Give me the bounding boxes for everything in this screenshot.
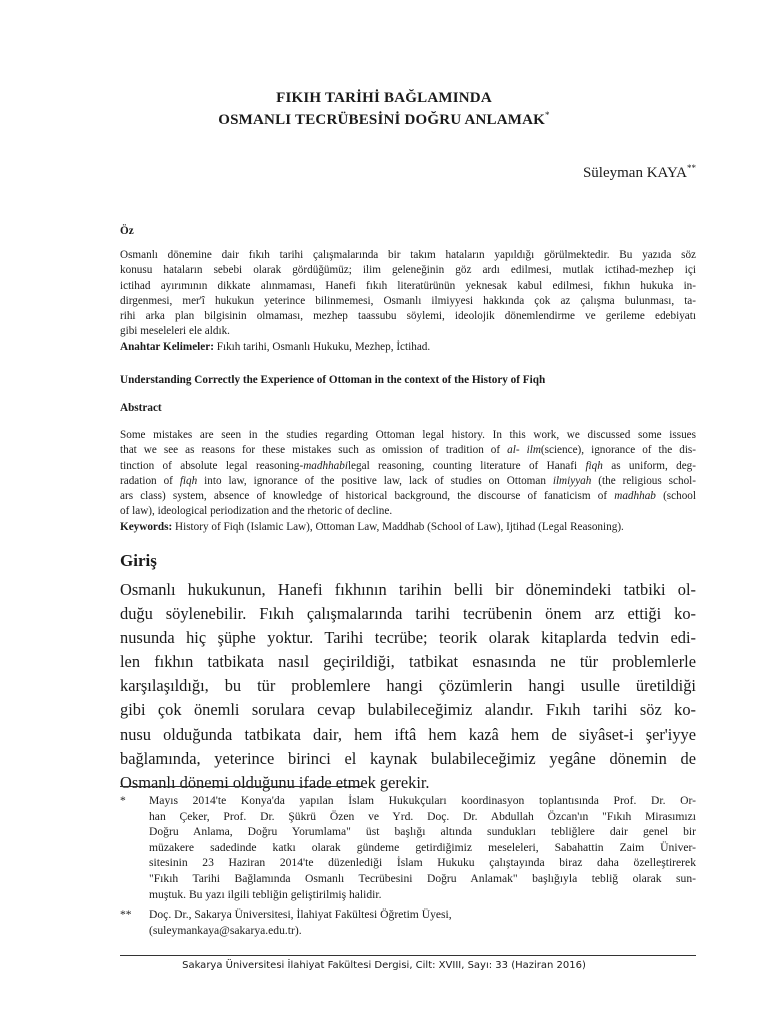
footnote-body xyxy=(149,793,696,902)
footnote-divider xyxy=(120,786,362,787)
abstract-line: Some mistakes are seen in the studies regarding Ottoman legal history. In this work, we discussed some issues xyxy=(120,429,696,441)
italic-term: al- ilm xyxy=(507,444,541,457)
article-title-line-1: FIKIH TARİHİ BAĞLAMINDA xyxy=(276,90,492,106)
footnote-line: muştuk. Bu yazı ilgili tebliğin geliştirilmiş halidir. xyxy=(149,887,382,901)
footnote-line: han Çeker, Prof. Dr. Şükrü Özen ve Yrd. Doç. Dr. Abdullah Özcan'ın "Fıkıh Mirasımızı xyxy=(149,809,696,823)
oz-heading: Öz xyxy=(120,225,134,237)
intro-line: Osmanlı hukukunun, Hanefi fıkhının tarihin belli bir dönemindeki tatbiki ol- xyxy=(120,580,696,599)
section-heading-giris: Giriş xyxy=(120,551,157,570)
italic-term: fiqh xyxy=(585,459,603,472)
intro-line: nusunda hiç şüphe yoktur. Tarihi tecrübe; teorik olarak kitaplarda tedvin edi- xyxy=(120,628,696,648)
footnote-line: sitesinin 23 Haziran 2014'te düzenlediği İslam Hukuku çalıştayında biraz daha özelleştirerek xyxy=(149,856,696,870)
english-title: Understanding Correctly the Experience of Ottoman in the context of the History of Fiqh xyxy=(120,374,546,386)
italic-term: ilmiyyah xyxy=(552,474,592,487)
footnote-line: (suleymankaya@sakarya.edu.tr). xyxy=(149,923,302,937)
footnote-line: "Fıkıh Tarihi Bağlamında Osmanlı Tecrübesini Doğru Anlamak" başlığıyla tebliğ olarak sun- xyxy=(149,871,696,885)
title-footnote-mark: * xyxy=(545,110,550,120)
intro-paragraph xyxy=(120,578,696,795)
intro-line: duğu söylenebilir. Fıkıh çalışmalarında tarihi tecrübenin önem arz ettiği ko- xyxy=(120,604,696,624)
footnote-line: Mayıs 2014'te Konya'da yapılan İslam Hukukçuları koordinasyon toplantısında Prof. Dr. Or- xyxy=(149,794,696,807)
oz-line: rihi arka plan bilgisinin olmaması, mezhep taassubu söylemi, ideolojik dönemlendirme ve gerileme edebiyatı xyxy=(120,310,696,323)
abstract-keywords-label: Keywords: xyxy=(120,520,173,533)
footnote-body xyxy=(149,907,696,938)
italic-term: madhhab xyxy=(614,490,656,503)
footnote-mark: ** xyxy=(120,908,132,921)
abstract-line: radation of fiqh into law, ignorance of the positive law, lack of studies on Ottoman ilmiyyah (the religious schol- xyxy=(120,474,697,487)
intro-line: karşılaşıldığı, bu tür problemlere hangi çözümlerin hangi usulle üretildiği xyxy=(120,676,696,696)
oz-paragraph xyxy=(120,248,696,355)
oz-line: ictihad ayırımının dikkate alınmaması, Hanefi fıkıh literatürünün yeknesak kabul edilmesi, fıkhın hukuka in- xyxy=(120,279,696,292)
oz-line: konusu hataların sebebi olarak gördüğümüz; ilim geleneğinin göz ardı edilmesi, mutlak ictihad-mezhep içi xyxy=(120,264,696,277)
intro-line: len fıkhın tatbikata nasıl geçirildiği, tatbikat esnasında ne tür problemlerle xyxy=(120,652,696,672)
abstract-keywords-text: History of Fiqh (Islamic Law), Ottoman Law, Maddhab (School of Law), Ijtihad (Legal Reasoning). xyxy=(175,520,624,533)
article-title-line-2: OSMANLI TECRÜBESİNİ DOĞRU ANLAMAK* xyxy=(218,110,550,128)
footer-divider xyxy=(120,955,696,956)
abstract-heading: Abstract xyxy=(120,402,162,414)
italic-term: madhhabi xyxy=(303,459,348,472)
italic-term: fiqh xyxy=(179,474,198,487)
oz-keywords xyxy=(120,340,696,355)
abstract-paragraph xyxy=(120,428,696,535)
abstract-line: of law), ideological periodization and the rhetoric of decline. xyxy=(120,505,393,518)
oz-line: gibi meseleleri ele aldık. xyxy=(120,325,230,338)
intro-line: gibi çok önemli sorulara cevap bulabileceğimiz alandır. Fıkıh tarihi söz ko- xyxy=(120,700,696,720)
oz-line: dirgenmesi, mer'î hukukun yeterince bilinmemesi, Osmanlı ilmiyyesi hakkında çok az çalışma bulunması, ta- xyxy=(120,294,696,307)
footnote-line: Doğru Anlama, Doğru Yorumlama" üst başlığı altında sundukları tebliğlere dair genel bir xyxy=(149,825,696,839)
footnote-2 xyxy=(120,907,696,938)
footnote-mark: * xyxy=(120,794,126,807)
footnote-line: müzakere sadedinde katkı olarak gündeme getirdiğimiz meseleleri, Sabahattin Zaim Üniver- xyxy=(149,840,696,854)
oz-line: Osmanlı dönemine dair fıkıh tarihi çalışmalarında bir takım hataların yapıldığı görülmektedir. Bu yazıda söz xyxy=(120,249,696,261)
journal-footer: Sakarya Üniversitesi İlahiyat Fakültesi Dergisi, Cilt: XVIII, Sayı: 33 (Haziran 2016) xyxy=(182,960,586,971)
oz-keywords-label: Anahtar Kelimeler: xyxy=(120,340,214,353)
intro-line: bağlamında, yeterince birinci el kaynak bulabileceğimiz yegâne dönemin de xyxy=(120,748,696,768)
intro-line: Osmanlı dönemi olduğunu ifade etmek gerekir. xyxy=(120,772,430,792)
footnote-line: Doç. Dr., Sakarya Üniversitesi, İlahiyat Fakültesi Öğretim Üyesi, xyxy=(149,908,452,921)
abstract-keywords xyxy=(120,520,696,535)
intro-line: nusu olduğunda tatbikata dair, hem iftâ hem kazâ hem de siyâset-i şer'iyye xyxy=(120,724,696,744)
abstract-line: that we see as reasons for these mistakes such as omission of tradition of al- ilm(science), ignorance of the dis- xyxy=(120,444,697,457)
footnote-1 xyxy=(120,793,696,902)
author-footnote-mark: ** xyxy=(687,163,696,173)
abstract-line: tinction of absolute legal reasoning-madhhabilegal reasoning, counting literature of Hanafi fiqh as uniform, deg- xyxy=(120,459,696,472)
oz-keywords-text: Fıkıh tarihi, Osmanlı Hukuku, Mezhep, İctihad. xyxy=(216,340,431,353)
author-name: Süleyman KAYA** xyxy=(582,163,696,181)
abstract-line: ars class) system, absence of knowledge of historical background, the discourse of fanaticism of madhhab (school xyxy=(120,490,697,503)
